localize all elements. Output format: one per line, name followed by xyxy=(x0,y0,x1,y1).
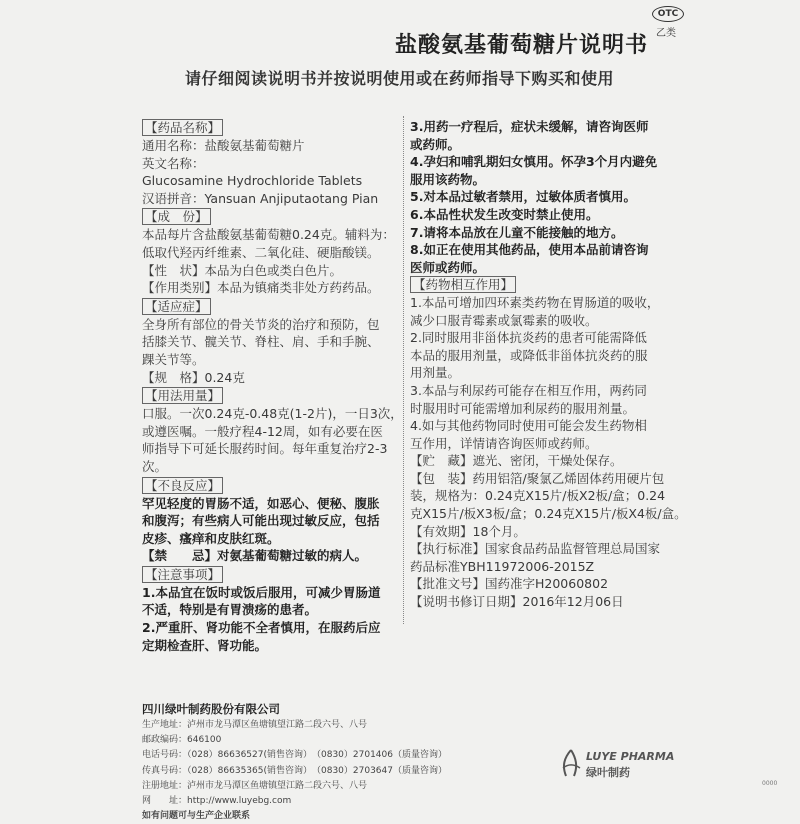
right-column xyxy=(410,118,687,611)
precaution-item: 定期检查肝、肾功能。 xyxy=(142,637,268,653)
precaution-item: 1.本品宜在饭时或饭后服用，可减少胃肠道 xyxy=(142,584,381,600)
fax-numbers: 传真号码：（028）86635365(销售咨询） （0830）2703647（质量咨询） xyxy=(142,765,447,776)
english-name-label: 英文名称： xyxy=(142,155,205,171)
spec-text: 【规 格】0.24克 xyxy=(142,369,245,385)
approval-text: 【批准文号】国药准字H20060802 xyxy=(410,576,609,592)
ingredients-text: 低取代羟丙纤维素、二氧化硅、硬脂酸镁。 xyxy=(142,244,380,260)
interaction-text: 用剂量。 xyxy=(410,365,461,381)
manufacturer-info xyxy=(142,700,447,824)
category-text: 【作用类别】本品为镇痛类非处方药药品。 xyxy=(142,280,380,296)
section-drug-name: 【药品名称】 xyxy=(142,119,223,136)
otc-badge: OTC xyxy=(652,6,684,22)
website: 网 址：http://www.luyebg.com xyxy=(142,796,292,807)
section-ingredients: 【成 份】 xyxy=(142,208,211,225)
postal-code: 邮政编码：646100 xyxy=(142,735,222,746)
precaution-item: 不适，特别是有胃溃疡的患者。 xyxy=(142,602,318,618)
package-text: 装，规格为：0.24克X15片/板X2板/盒；0.24 xyxy=(410,488,666,504)
standard-text: 药品标准YBH11972006-2015Z xyxy=(410,558,595,574)
precaution-item: 8.如正在使用其他药品，使用本品前请咨询 xyxy=(410,242,649,258)
column-divider xyxy=(403,116,404,624)
adverse-text: 皮疹、瘙痒和皮肤红斑。 xyxy=(142,530,280,546)
section-drug-interactions: 【药物相互作用】 xyxy=(410,276,516,293)
contact-note: 如有问题可与生产企业联系 xyxy=(142,811,251,822)
registered-address: 注册地址：泸州市龙马潭区鱼塘镇望江路二段六号、八号 xyxy=(142,780,368,791)
ingredients-text: 本品每片含盐酸氨基葡萄糖0.24克。辅料为： xyxy=(142,227,395,243)
section-dosage: 【用法用量】 xyxy=(142,387,223,404)
dosage-text: 师指导下可延长服药时间。每年重复治疗2-3 xyxy=(142,441,388,457)
print-code: 0000 xyxy=(762,780,778,787)
appearance-text: 【性 状】本品为白色或类白色片。 xyxy=(142,262,343,278)
dosage-text: 次。 xyxy=(142,458,168,474)
validity-text: 【有效期】18个月。 xyxy=(410,523,526,539)
precaution-item: 3.用药一疗程后，症状未缓解，请咨询医师 xyxy=(410,119,649,134)
indications-text: 全身所有部位的骨关节炎的治疗和预防，包 xyxy=(142,316,380,332)
english-name: Glucosamine Hydrochloride Tablets xyxy=(142,173,363,189)
package-text: 【包 装】药用铝箔/聚氯乙烯固体药用硬片包 xyxy=(410,470,665,486)
interaction-text: 本品的服用剂量，或降低非甾体抗炎药的服 xyxy=(410,347,648,363)
dosage-text: 口服。一次0.24克-0.48克(1-2片)，一日3次， xyxy=(142,406,403,422)
package-text: 克X15片/板X3板/盒；0.24克X15片/板X4板/盒。 xyxy=(410,506,687,522)
precaution-item: 6.本品性状发生改变时禁止使用。 xyxy=(410,206,599,222)
otc-class-label: 乙类 xyxy=(656,28,676,39)
indications-text: 括膝关节、髋关节、脊柱、肩、手和手腕、 xyxy=(142,334,380,350)
interaction-text: 4.如与其他药物同时使用可能会发生药物相 xyxy=(410,418,647,434)
interaction-text: 时服用时可能需增加利尿药的服用剂量。 xyxy=(410,400,636,416)
precaution-item: 4.孕妇和哺乳期妇女慎用。怀孕3个月内避免 xyxy=(410,154,658,170)
production-address: 生产地址：泸州市龙马潭区鱼塘镇望江路二段六号、八号 xyxy=(142,720,368,730)
company-name: 四川绿叶制药股份有限公司 xyxy=(142,702,280,716)
adverse-text: 罕见轻度的胃肠不适，如恶心、便秘、腹胀 xyxy=(142,495,380,511)
storage-text: 【贮 藏】遮光、密闭，干燥处保存。 xyxy=(410,453,623,469)
left-column xyxy=(142,118,403,654)
interaction-text: 2.同时服用非甾体抗炎药的患者可能需降低 xyxy=(410,330,647,346)
standard-text: 国家食品药品监督管理总局国家 xyxy=(485,541,661,557)
document-subtitle: 请仔细阅读说明书并按说明使用或在药师指导下购买和使用 xyxy=(185,69,615,88)
precaution-item: 服用该药物。 xyxy=(410,171,486,187)
adverse-text: 和腹泻；有些病人可能出现过敏反应，包括 xyxy=(142,513,380,529)
section-standard: 【执行标准】 xyxy=(410,541,486,557)
logo-chinese: 绿叶制药 xyxy=(586,766,630,779)
dosage-text: 或遵医嘱。一般疗程4-12周，如有必要在医 xyxy=(142,423,383,439)
contraindications-text: 对氨基葡萄糖过敏的病人。 xyxy=(217,548,368,564)
section-contraindications: 【禁 忌】 xyxy=(142,548,218,564)
pinyin-name: 汉语拼音：Yansuan Anjiputaotang Pian xyxy=(142,190,379,206)
interaction-text: 减少口服青霉素或氯霉素的吸收。 xyxy=(410,312,598,328)
phone-numbers: 电话号码：（028）86636527(销售咨询） （0830）2701406（质量咨询） xyxy=(142,750,447,761)
document-title: 盐酸氨基葡萄糖片说明书 xyxy=(395,33,649,58)
interaction-text: 1.本品可增加四环素类药物在胃肠道的吸收， xyxy=(410,294,660,310)
generic-name: 通用名称：盐酸氨基葡萄糖片 xyxy=(142,138,305,153)
section-adverse-reactions: 【不良反应】 xyxy=(142,477,223,494)
precaution-item: 医师或药师。 xyxy=(410,259,486,275)
indications-text: 踝关节等。 xyxy=(142,351,205,367)
leaf-logo-icon xyxy=(560,748,582,778)
luye-logo xyxy=(560,740,680,788)
precaution-item: 2.严重肝、肾功能不全者慎用，在服药后应 xyxy=(142,620,381,636)
precaution-item: 7.请将本品放在儿童不能接触的地方。 xyxy=(410,224,624,240)
logo-english: LUYE PHARMA xyxy=(586,750,675,763)
interaction-text: 互作用，详情请咨询医师或药师。 xyxy=(410,435,598,451)
revision-date-text: 【说明书修订日期】2016年12月06日 xyxy=(410,594,624,610)
section-indications: 【适应症】 xyxy=(142,298,211,315)
precaution-item: 或药师。 xyxy=(410,136,461,152)
interaction-text: 3.本品与利尿药可能存在相互作用，两药同 xyxy=(410,382,647,398)
precaution-item: 5.对本品过敏者禁用，过敏体质者慎用。 xyxy=(410,189,636,205)
section-precautions: 【注意事项】 xyxy=(142,566,223,583)
